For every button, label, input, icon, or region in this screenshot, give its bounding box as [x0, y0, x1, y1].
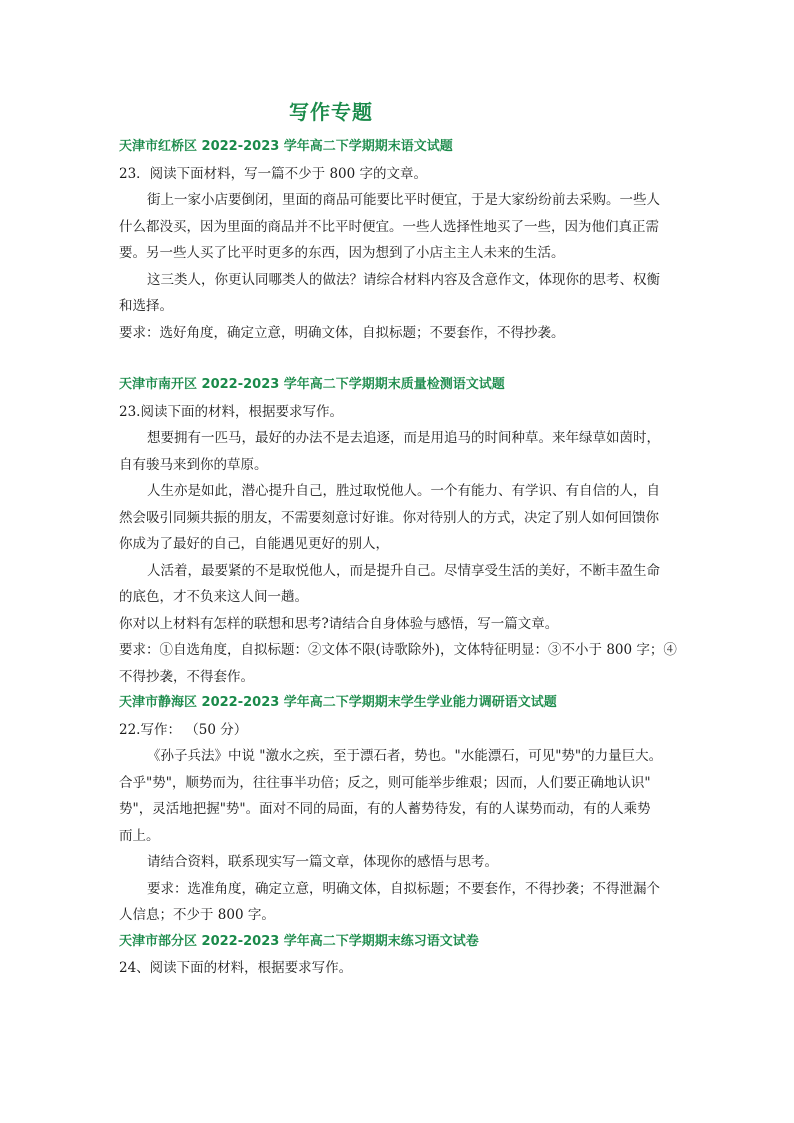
paragraph-line: 什么都没买，因为里面的商品并不比平时便宜。一些人选择性地买了一些，因为他们真正需: [119, 218, 659, 235]
paragraph-line: 街上一家小店要倒闭，里面的商品可能要比平时便宜，于是大家纷纷前去采购。一些人: [147, 192, 660, 208]
requirements-line: 人信息；不少于 800 字。: [119, 907, 275, 923]
paragraph-line: 这三类人，你更认同哪类人的做法？请综合材料内容及含意作文，体现你的思考、权衡: [147, 271, 660, 288]
requirements-line: 要求：选准角度，确定立意，明确文体，自拟标题；不要套作，不得抄袭；不得泄漏个: [147, 880, 660, 897]
section-heading: 天津市红桥区 2022-2023 学年高二下学期期末语文试题: [119, 139, 453, 154]
paragraph-line: 的底色，才不负来这人间一趟。: [119, 589, 308, 605]
paragraph-line: 《孙子兵法》中说 "激水之疾，至于漂石者，势也。"水能漂石，可见"势"的力量巨大。: [147, 748, 663, 764]
section-jinghai: [119, 690, 675, 929]
section-heading: 天津市南开区 2022-2023 学年高二下学期期末质量检测语文试题: [119, 377, 505, 392]
paragraph-line: 然会吸引同频共振的朋友，不需要刻意讨好谁。你对待别人的方式，决定了别人如何回馈你: [119, 509, 659, 526]
paragraph-line: 自有骏马来到你的草原。: [119, 456, 268, 473]
paragraph-line: 想要拥有一匹马，最好的办法不是去追逐，而是用追马的时间种草。来年绿草如茵时，: [147, 430, 660, 446]
question-number: 23.阅读下面的材料，根据要求写作。: [119, 403, 343, 420]
section-bufenqu: [119, 929, 675, 982]
paragraph-line: 你对以上材料有怎样的联想和思考?请结合自身体验与感悟，写一篇文章。: [119, 615, 559, 632]
requirements-line: 要求：选好角度，确定立意，明确文体，自拟标题；不要套作，不得抄袭。: [119, 324, 565, 341]
requirements-line: 不得抄袭，不得套作。: [119, 668, 254, 685]
paragraph-line: 请结合资料，联系现实写一篇文章，体现你的感悟与思考。: [147, 854, 498, 870]
paragraph-line: 人活着，最要紧的不是取悦他人，而是提升自己。尽情享受生活的美好，不断丰盈生命: [147, 562, 660, 579]
paragraph-line: 要。另一些人买了比平时更多的东西，因为想到了小店主主人未来的生活。: [119, 245, 565, 261]
question-number: 24、阅读下面的材料，根据要求写作。: [119, 960, 353, 976]
section-nankai: [119, 372, 675, 690]
section-heading: 天津市部分区 2022-2023 学年高二下学期期末练习语文试卷: [119, 933, 479, 949]
paragraph-line: 势"，灵活地把握"势"。面对不同的局面，有的人蓄势待发，有的人谋势而动，有的人乘势: [119, 801, 651, 817]
paragraph-line: 而上。: [119, 827, 160, 844]
section-heading: 天津市静海区 2022-2023 学年高二下学期期末学生学业能力调研语文试题: [119, 695, 557, 710]
section-hongqiao: [119, 134, 675, 346]
requirements-line: 要求：①自选角度，自拟标题：②文体不限(诗歌除外)，文体特征明显：③不小于 800 字；④: [119, 642, 677, 658]
paragraph-line: 和选择。: [119, 298, 173, 314]
question-number: 23．阅读下面材料，写一篇不少于 800 字的文章。: [119, 165, 428, 182]
document-body: [119, 134, 675, 982]
section-gap: [119, 346, 675, 372]
paragraph-line: 你成为了最好的自己，自能遇见更好的别人，: [119, 536, 389, 552]
paragraph-line: 合乎"势"，顺势而为，往往事半功倍；反之，则可能举步维艰；因而，人们要正确地认识": [119, 774, 651, 791]
page-title: 写作专题: [289, 100, 373, 124]
paragraph-line: 人生亦是如此，潜心提升自己，胜过取悦他人。一个有能力、有学识、有自信的人，自: [147, 483, 660, 499]
question-number: 22.写作： （50 分）: [119, 721, 248, 738]
